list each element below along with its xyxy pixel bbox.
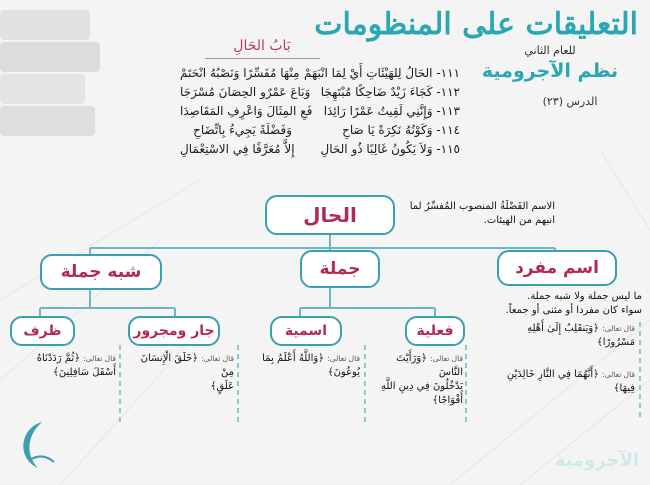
verse-line: ١١١- الحَالُ لِلهَيْئَاتِ أَيْ لِمَا انْبَهَمْ مِنْهَا مُفَسِّرًا وَنَصْبُهُ انْحَتَمْ xyxy=(180,66,460,80)
example-single-2: قال تعالى: ﴿أَنَّهُمَا فِي النَّارِ خَالِدَيْنِ فِيهَا﴾ xyxy=(506,369,635,394)
nazm-title: نظم الآجرومية xyxy=(481,60,619,82)
node-verbal: فعلية xyxy=(405,316,465,346)
node-adverb: ظرف xyxy=(10,316,75,346)
example-verbal: قال تعالى: ﴿وَرَأَيْتَ النَّاسَ يَدْخُلُونَ فِي دِينِ اللَّهِ أَفْوَاجًا﴾ xyxy=(380,353,463,406)
chapter-title: بَابُ الحَالِ xyxy=(233,38,291,54)
node-nominal: اسمية xyxy=(270,316,342,346)
single-noun-note: ما ليس جملة ولا شبه جملة. سواء كان مفردا أو مثنى أو جمعاً. xyxy=(505,291,642,316)
example-single-1: قال تعالى: ﴿وَيَنقَلِبُ إِلَىٰ أَهْلِهِ مَسْرُورًا﴾ xyxy=(527,323,635,348)
root-node-hal: الحال xyxy=(265,195,395,235)
verse-line: ١١٥- وَلاَ يَكُونُ غَالِبًا ذُو الحَالِ إِلاَّ مُعَرَّفًا فِي الاسْتِعْمَالِ xyxy=(180,142,460,156)
lesson-number: الدرس (٢٣) xyxy=(542,95,598,108)
node-sentence: جملة xyxy=(300,250,380,288)
example-nominal: قال تعالى: ﴿وَاللَّهُ أَعْلَمُ بِمَا يُوعُونَ﴾ xyxy=(262,353,360,378)
verse-line: ١١٤- وَكَوْنُهُ نَكِرَةً يَا صَاحِ وَفَضْلَةً يَجِيءُ بِاتِّضَاحِ xyxy=(193,123,460,137)
node-single-noun: اسم مفرد xyxy=(497,250,617,286)
example-adverb: قال تعالى: ﴿ثُمَّ رَدَدْنَاهُ أَسْفَلَ سَافِلِينَ﴾ xyxy=(36,353,116,378)
crescent-logo xyxy=(12,418,62,473)
node-prep-phrase: جار ومجرور xyxy=(128,316,220,346)
verse-line: ١١٣- وَإِنَّنِي لَقِيتُ عَمْرًا رَائِدَا فَعِ المِثَالَ وَاعْرِفِ المَقَاصِدَا xyxy=(180,104,460,118)
brand-watermark: الآجرومية xyxy=(554,450,640,471)
definition-note: الاسم الفَضْلَةُ المنصوب المُفسِّرُ لما انبهم من الهيئات. xyxy=(409,201,555,226)
year-subtitle: للعام الثاني xyxy=(524,44,576,57)
node-semi-sentence: شبه جملة xyxy=(40,254,162,290)
verse-line: ١١٢- كَجَاءَ زَيْدٌ ضَاحِكًا مُبْتَهِجَا وَبَاعَ عَمْرٌو الحِصَانَ مُسْرَجَا xyxy=(180,85,460,99)
example-prep: قال تعالى: ﴿خَلَقَ الْإِنسَانَ مِنْ عَلَقٍ﴾ xyxy=(140,353,234,392)
series-title: التعليقات على المنظومات xyxy=(314,7,638,42)
